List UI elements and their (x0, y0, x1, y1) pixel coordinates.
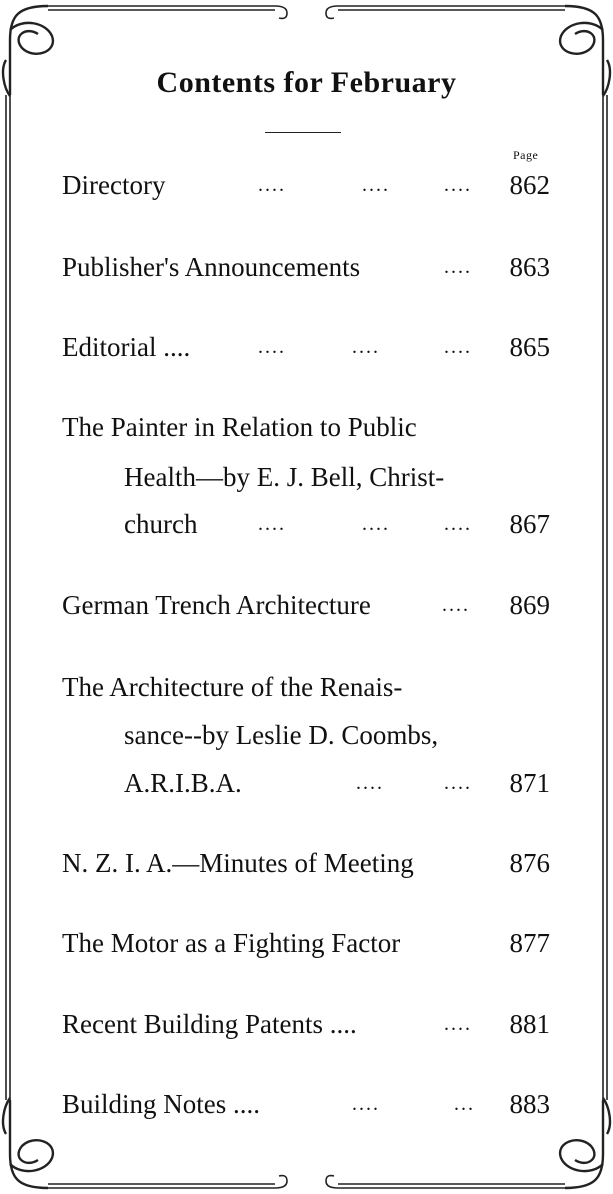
entry-title: The Painter in Relation to Public (62, 412, 417, 442)
leader-dots: .... (444, 174, 472, 196)
leader-dots: ... (454, 1093, 475, 1115)
leader-dots: .... (362, 174, 390, 196)
entry-page: 871 (509, 768, 550, 798)
leader-dots: .... (362, 513, 390, 535)
toc-entry-publishers-announcements (62, 250, 552, 284)
toc-entry-renaissance-line-1 (62, 670, 552, 704)
leader-dots: .... (352, 336, 380, 358)
toc-entry-painter-line-3 (124, 507, 552, 541)
toc-entry-editorial (62, 330, 552, 364)
entry-title: The Architecture of the Renais- (62, 672, 403, 702)
toc-entry-painter-line-2 (124, 460, 552, 494)
entry-title: Directory (62, 170, 166, 200)
entry-title-continued: church (124, 509, 198, 539)
toc-entry-painter-line-1 (62, 410, 552, 444)
leader-dots: .... (258, 174, 286, 196)
leader-dots: .... (444, 256, 472, 278)
toc-entry-german-trench-architecture (62, 588, 552, 622)
leader-dots: .... (444, 336, 472, 358)
entry-title: Recent Building Patents .... (62, 1009, 357, 1039)
leader-dots: .... (444, 772, 472, 794)
toc-entry-recent-building-patents (62, 1007, 552, 1041)
entry-page: 863 (509, 252, 550, 282)
page-column-label: Page (513, 148, 539, 162)
leader-dots: .... (258, 513, 286, 535)
entry-page: 881 (509, 1009, 550, 1039)
leader-dots: .... (356, 772, 384, 794)
entry-title-continued: sance--by Leslie D. Coombs, (124, 720, 439, 750)
entry-page: 883 (509, 1089, 550, 1119)
entry-page: 862 (509, 170, 550, 200)
leader-dots: .... (258, 336, 286, 358)
entry-page: 865 (509, 332, 550, 362)
entry-title-continued: Health—by E. J. Bell, Christ- (124, 462, 445, 492)
leader-dots: .... (444, 513, 472, 535)
leader-dots: .... (444, 1013, 472, 1035)
toc-entry-directory (62, 168, 552, 202)
entry-title: The Motor as a Fighting Factor (62, 928, 401, 958)
entry-title-continued: A.R.I.B.A. (124, 768, 242, 798)
toc-entry-motor-fighting-factor (62, 926, 552, 960)
entry-page: 869 (509, 590, 550, 620)
entry-page: 867 (509, 509, 550, 539)
entry-title: Building Notes .... (62, 1089, 261, 1119)
toc-entry-building-notes (62, 1087, 552, 1121)
toc-entry-renaissance-line-2 (124, 718, 552, 752)
entry-title: Editorial .... (62, 332, 191, 362)
leader-dots: .... (442, 594, 470, 616)
entry-page: 877 (509, 928, 550, 958)
page-title: Contents for February (156, 66, 457, 99)
toc-entry-renaissance-line-3 (124, 766, 552, 800)
entry-title: Publisher's Announcements (62, 252, 361, 282)
entry-title: N. Z. I. A.—Minutes of Meeting (62, 848, 414, 878)
toc-entry-nzia-minutes (62, 846, 552, 880)
entry-page: 876 (509, 848, 550, 878)
title-divider (265, 132, 341, 133)
leader-dots: .... (352, 1093, 380, 1115)
entry-title: German Trench Architecture (62, 590, 371, 620)
